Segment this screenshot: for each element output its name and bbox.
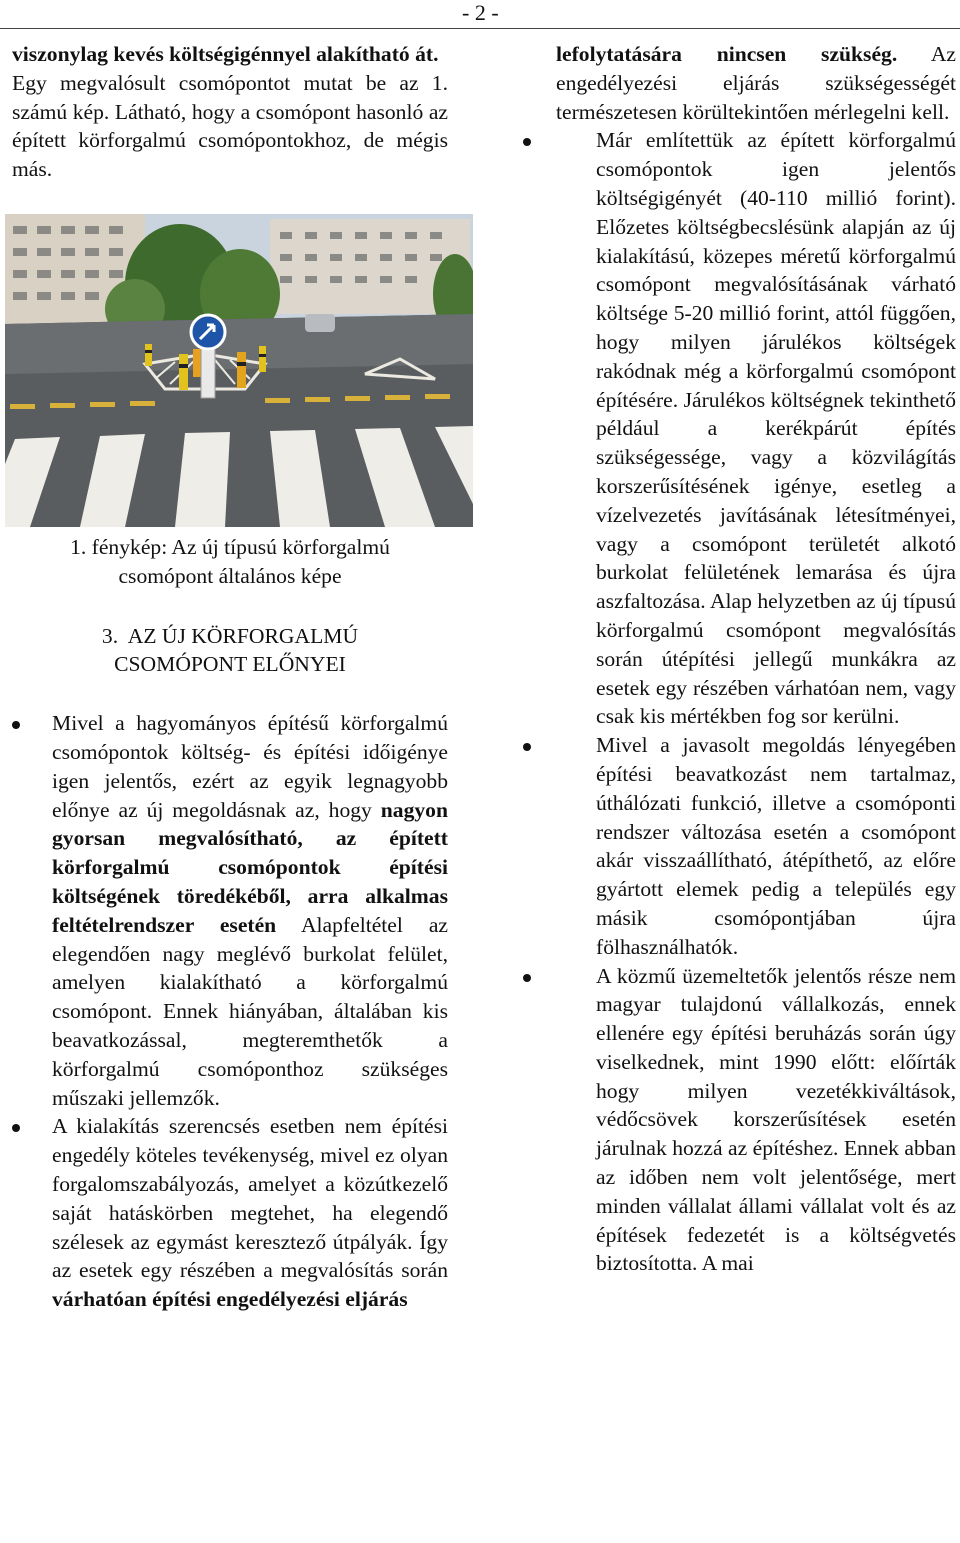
section-heading bbox=[12, 622, 448, 680]
list-item bbox=[556, 126, 956, 731]
caption-line-1: 1. fénykép: Az új típusú körforgalmú bbox=[70, 534, 390, 559]
bullet-icon bbox=[12, 1124, 20, 1132]
bullet-1-text: Mivel a hagyományos építésű körforgalmú csomópontok költség- és építési időigénye igen jelentős, ezért az egyik legnagyobb előnye az új megoldásnak az, hogy bbox=[52, 711, 448, 822]
caption-line-2: csomópont általános képe bbox=[118, 563, 342, 588]
header-rule bbox=[0, 28, 960, 29]
roundabout-photo bbox=[5, 214, 473, 527]
advantages-list-right bbox=[516, 126, 956, 1278]
list-item bbox=[556, 731, 956, 961]
continuation-bold: lefolytatására nincsen szükség. bbox=[556, 42, 898, 66]
bullet-icon bbox=[523, 138, 531, 146]
section-heading-line-1: 3. AZ ÚJ KÖRFORGALMÚ bbox=[101, 623, 359, 648]
continuation-paragraph bbox=[556, 40, 956, 126]
bullet-1-tail: Alapfeltétel az elegendően nagy meglévő burkolat felület, amelyen kialakítható a körforgalmú csomópont. Ennek hiányában, általában kis beavatkozással, megteremthetők a körforgalmú csomóponthoz szükséges műszaki jellemzők. bbox=[52, 912, 448, 1110]
list-item bbox=[556, 962, 956, 1279]
photo-caption bbox=[12, 533, 448, 591]
left-column bbox=[12, 40, 448, 1314]
advantages-list-left bbox=[12, 709, 448, 1314]
bullet-4-text: Mivel a javasolt megoldás lényegében építési beavatkozást nem tartalmaz, úthálózati funkció, illetve a csomóponti rendszer változása esetén a csomópont akár visszaállítható, átépíthető, az előre gyártott elemek pedig a település egy másik csomópontjában újra fölhasználhatók. bbox=[596, 733, 956, 959]
bullet-2-text: A kialakítás szerencsés esetben nem építési engedély köteles tevékenység, mivel ez olyan forgalomszabályozás, amelyet a közútkezelő saját hatáskörben megtehet, ha elegendő szélesek az egymást keresztező útpályák. Így az esetek egy részében a megvalósítás során bbox=[52, 1114, 448, 1283]
bullet-icon bbox=[523, 743, 531, 751]
continuation-text: Az engedélyezési eljárás szükségességét természetesen körültekintően mérlegelni kell. bbox=[556, 42, 956, 124]
bullet-icon bbox=[523, 974, 531, 982]
bullet-icon bbox=[12, 721, 20, 729]
list-item bbox=[12, 1112, 448, 1314]
bullet-1-bold: nagyon gyorsan megvalósítható, az épített körforgalmú csomópontok építési költségének töredékéből, arra alkalmas feltételrendszer esetén bbox=[52, 797, 448, 937]
intro-paragraph bbox=[12, 40, 448, 184]
bullet-2-bold: várhatóan építési engedélyezési eljárás bbox=[52, 1287, 408, 1312]
page-number: - 2 - bbox=[462, 0, 499, 25]
intro-bold: viszonylag kevés költségigénnyel alakítható át. bbox=[12, 42, 439, 66]
intro-text: Egy megvalósult csomópontot mutat be az 1. számú kép. Látható, hogy a csomópont hasonló az épített körforgalmú csomópontokhoz, de mégis más. bbox=[12, 70, 448, 182]
bullet-5-text: A közmű üzemeltetők jelentős része nem magyar tulajdonú vállalkozás, ennek ellenére egy építési beruházás során úgy viselkednek, mint 1990 előtt: előírták hogy milyen vezetékkiváltások, védőcsövek korszerűsítések esetén járulnak hozzá az építéshez. Ennek abban az időben nem volt jelentősége, mert minden vállalat állami vállalat volt és az építések fedezetét is a költségvetés biztosította. A mai bbox=[596, 963, 956, 1276]
list-item bbox=[12, 709, 448, 1112]
bullet-3-text: Már említettük az épített körforgalmú csomópontok igen jelentős költségigényét (40-110 millió forint). Előzetes költségbecslésünk alapján az új kialakítású, közepes méretű körforgalmú csomópont megvalósításának várható költsége 5-20 millió forint, attól függően, hogy milyen járulékos költségek rakódnak még a körforgalmú csomópont építésére. Járulékos költségnek tekinthető például a kerékpárút építés szükségessége, vagy a közvilágítás korszerűsítésének igénye, esetleg a vízelvezetés javításának létesítményei, vagy a csomópont területét alkotó burkolat felületének lemarása és újra aszfaltozása. Alap helyzetben az új típusú körforgalmú csomópont megvalósítás során útépítési jellegű munkákra az esetek egy részében várhatóan nem, vagy csak kis mértékben fog sor kerülni. bbox=[596, 128, 956, 729]
section-heading-line-2: CSOMÓPONT ELŐNYEI bbox=[114, 652, 346, 677]
right-column bbox=[556, 40, 956, 1278]
